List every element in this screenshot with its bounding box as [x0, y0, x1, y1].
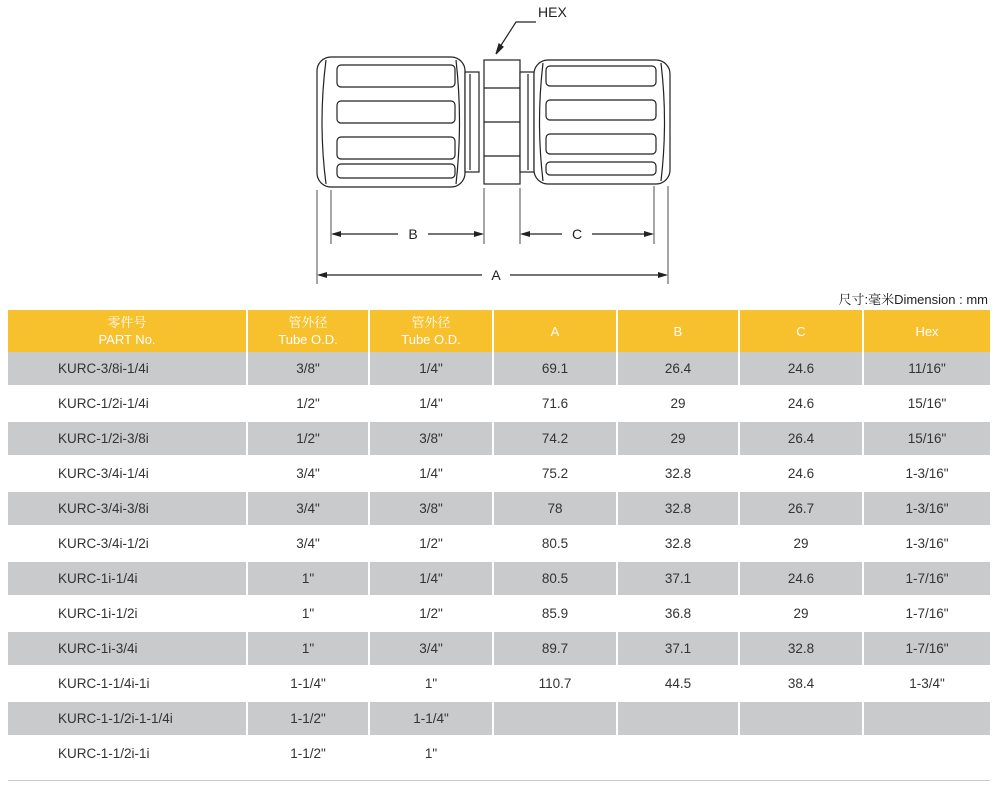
- a-cell: 80.5: [494, 527, 618, 562]
- header-c: C: [740, 310, 864, 352]
- b-cell: 37.1: [618, 632, 740, 667]
- tube-od-1-cell: 1/2": [248, 422, 370, 457]
- a-cell: 80.5: [494, 562, 618, 597]
- part-no-cell: KURC-1-1/2i-1i: [8, 737, 248, 772]
- part-no-cell: KURC-3/4i-1/4i: [8, 457, 248, 492]
- c-cell: 24.6: [740, 387, 864, 422]
- b-cell: 26.4: [618, 352, 740, 387]
- table-row: [8, 562, 990, 597]
- c-cell: 29: [740, 597, 864, 632]
- header-hex: Hex: [864, 310, 990, 352]
- hex-cell: 11/16": [864, 352, 990, 387]
- b-cell: 32.8: [618, 492, 740, 527]
- c-cell: 24.6: [740, 457, 864, 492]
- header-part-no: [8, 310, 248, 352]
- part-no-cell: KURC-1-1/4i-1i: [8, 667, 248, 702]
- tube-od-2-cell: 3/4": [370, 632, 494, 667]
- tube-od-2-cell: 1-1/4": [370, 702, 494, 737]
- hex-cell: 1-7/16": [864, 632, 990, 667]
- a-cell: 74.2: [494, 422, 618, 457]
- fitting-drawing: [0, 0, 1000, 290]
- b-cell: 37.1: [618, 562, 740, 597]
- table-row: [8, 387, 990, 422]
- right-neck: [520, 72, 534, 172]
- tube-od-1-cell: 1": [248, 562, 370, 597]
- tube-od-2-cell: 1/4": [370, 457, 494, 492]
- a-cell: [494, 702, 618, 737]
- tube-od-1-cell: 1": [248, 597, 370, 632]
- tube-od-2-cell: 1/4": [370, 352, 494, 387]
- part-no-cell: KURC-3/4i-1/2i: [8, 527, 248, 562]
- tube-od-2-cell: 1": [370, 737, 494, 772]
- tube-od-2-cell: 3/8": [370, 422, 494, 457]
- dim-b-label: B: [408, 226, 418, 242]
- tube-od-1-cell: 1-1/4": [248, 667, 370, 702]
- tube-od-1-cell: 3/4": [248, 457, 370, 492]
- tube-od-1-cell: 3/4": [248, 527, 370, 562]
- c-cell: 24.6: [740, 352, 864, 387]
- hex-cell: 15/16": [864, 387, 990, 422]
- tube-od-1-cell: 3/4": [248, 492, 370, 527]
- c-cell: 29: [740, 527, 864, 562]
- header-tube-od-1-en: Tube O.D.: [278, 332, 338, 347]
- a-cell: [494, 737, 618, 772]
- b-cell: 29: [618, 422, 740, 457]
- table-row: [8, 632, 990, 667]
- table-row: [8, 667, 990, 702]
- tube-od-1-cell: 3/8": [248, 352, 370, 387]
- left-neck: [465, 72, 479, 172]
- dim-a-label: A: [491, 267, 501, 283]
- table-body: [8, 352, 990, 772]
- table-row: [8, 527, 990, 562]
- c-cell: 26.4: [740, 422, 864, 457]
- part-no-cell: KURC-1i-1/2i: [8, 597, 248, 632]
- tube-od-1-cell: 1": [248, 632, 370, 667]
- tube-od-2-cell: 3/8": [370, 492, 494, 527]
- c-cell: 32.8: [740, 632, 864, 667]
- b-cell: [618, 702, 740, 737]
- header-tube-od-2-cn: 管外径: [411, 315, 451, 330]
- hex-cell: [864, 737, 990, 772]
- b-cell: 32.8: [618, 457, 740, 492]
- hex-cell: 1-7/16": [864, 562, 990, 597]
- table-row: [8, 492, 990, 527]
- tube-od-2-cell: 1": [370, 667, 494, 702]
- a-cell: 89.7: [494, 632, 618, 667]
- tube-od-2-cell: 1/2": [370, 597, 494, 632]
- part-no-cell: KURC-3/4i-3/8i: [8, 492, 248, 527]
- header-tube-od-2: [370, 310, 494, 352]
- right-nut: [534, 60, 670, 184]
- tube-od-2-cell: 1/4": [370, 562, 494, 597]
- hex-cell: 1-3/16": [864, 457, 990, 492]
- table-row: [8, 422, 990, 457]
- b-cell: 36.8: [618, 597, 740, 632]
- dim-c-label: C: [571, 226, 583, 242]
- tube-od-2-cell: 1/2": [370, 527, 494, 562]
- table-bottom-rule: [8, 780, 990, 781]
- b-cell: 44.5: [618, 667, 740, 702]
- b-cell: 32.8: [618, 527, 740, 562]
- hex-leader-arrow: [496, 44, 503, 54]
- part-no-cell: KURC-1/2i-1/4i: [8, 387, 248, 422]
- header-tube-od-1: [248, 310, 370, 352]
- hex-cell: 1-3/16": [864, 527, 990, 562]
- table-row: [8, 597, 990, 632]
- c-cell: 38.4: [740, 667, 864, 702]
- part-no-cell: KURC-1-1/2i-1-1/4i: [8, 702, 248, 737]
- table-row: [8, 702, 990, 737]
- part-no-cell: KURC-1i-1/4i: [8, 562, 248, 597]
- part-no-cell: KURC-3/8i-1/4i: [8, 352, 248, 387]
- a-cell: 110.7: [494, 667, 618, 702]
- header-tube-od-1-cn: 管外径: [288, 315, 328, 330]
- header-a: A: [494, 310, 618, 352]
- tube-od-2-cell: 1/4": [370, 387, 494, 422]
- hex-label: HEX: [538, 4, 567, 20]
- a-cell: 71.6: [494, 387, 618, 422]
- c-cell: 26.7: [740, 492, 864, 527]
- table-header: [8, 310, 990, 352]
- hex-cell: 1-3/16": [864, 492, 990, 527]
- a-cell: 78: [494, 492, 618, 527]
- dimension-table: [8, 310, 990, 772]
- tube-od-1-cell: 1-1/2": [248, 702, 370, 737]
- hex-cell: 1-3/4": [864, 667, 990, 702]
- hex-cell: 1-7/16": [864, 597, 990, 632]
- tube-od-1-cell: 1/2": [248, 387, 370, 422]
- part-no-cell: KURC-1/2i-3/8i: [8, 422, 248, 457]
- c-cell: 24.6: [740, 562, 864, 597]
- unit-note: 尺寸:毫米Dimension : mm: [838, 292, 988, 307]
- hex-cell: [864, 702, 990, 737]
- header-part-no-cn: 零件号: [107, 315, 147, 330]
- header-b: B: [618, 310, 740, 352]
- a-cell: 75.2: [494, 457, 618, 492]
- header-tube-od-2-en: Tube O.D.: [401, 332, 461, 347]
- a-cell: 85.9: [494, 597, 618, 632]
- hex-leader-line: [498, 22, 536, 50]
- a-cell: 69.1: [494, 352, 618, 387]
- tube-od-1-cell: 1-1/2": [248, 737, 370, 772]
- header-part-no-en: PART No.: [98, 332, 156, 347]
- hex-cell: 15/16": [864, 422, 990, 457]
- left-nut: [317, 57, 465, 187]
- b-cell: [618, 737, 740, 772]
- table-row: [8, 737, 990, 772]
- b-cell: 29: [618, 387, 740, 422]
- part-no-cell: KURC-1i-3/4i: [8, 632, 248, 667]
- table-row: [8, 352, 990, 387]
- c-cell: [740, 737, 864, 772]
- c-cell: [740, 702, 864, 737]
- table-row: [8, 457, 990, 492]
